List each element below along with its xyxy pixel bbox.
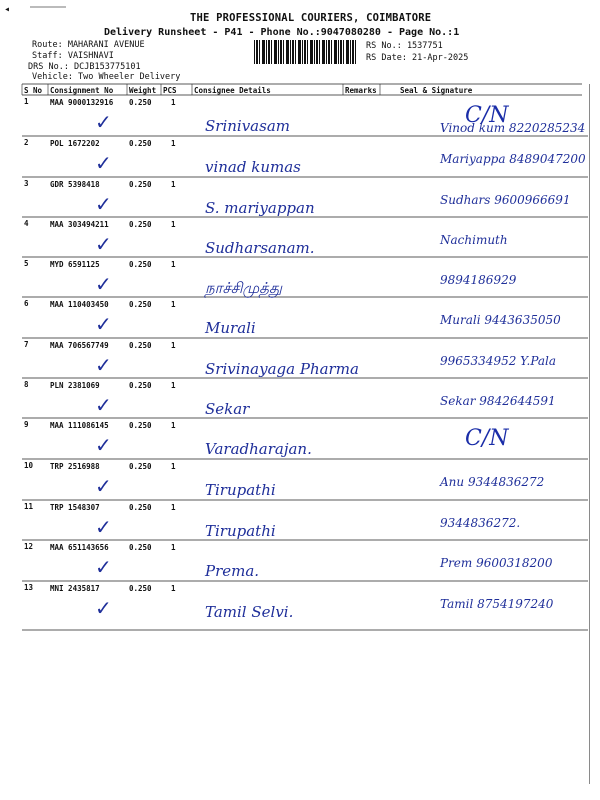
weight-value: 0.250 [129,341,152,350]
consignee-signature-text: Sudharsanam. [205,239,315,257]
seal-mark: C/N [465,103,509,128]
consignment-number: POL 1672202 [50,139,100,148]
consignment-number: TRP 2516988 [50,462,100,471]
rs-date: RS Date: 21-Apr-2025 [366,53,469,63]
consignment-number: MNI 2435817 [50,584,100,593]
row-serial-number: 13 [24,583,34,592]
consignment-number: MAA 706567749 [50,341,109,350]
recipient-signature-text: Prem 9600318200 [440,556,553,570]
weight-value: 0.250 [129,421,152,430]
consignee-signature-text: Tirupathi [205,481,276,499]
consignee-signature-text: Tamil Selvi. [205,603,294,621]
route-field: Route: MAHARANI AVENUE [32,40,145,50]
weight-value: 0.250 [129,462,152,471]
pieces-value: 1 [171,584,176,593]
rs-number: RS No.: 1537751 [366,41,443,51]
recipient-signature-text: 9344836272. [440,516,521,530]
pieces-value: 1 [171,543,176,552]
document-title: THE PROFESSIONAL COURIERS, COIMBATORE [190,12,432,24]
weight-value: 0.250 [129,300,152,309]
column-header: Seal & Signature [400,86,473,95]
recipient-signature-text: 9965334952 Y.Pala [440,354,557,368]
row-serial-number: 4 [24,219,29,228]
delivery-check-icon: ✓ [95,192,112,216]
row-serial-number: 7 [24,340,29,349]
delivery-check-icon: ✓ [95,151,112,175]
pieces-value: 1 [171,180,176,189]
consignee-signature-text: Murali [205,319,256,337]
weight-value: 0.250 [129,584,152,593]
row-serial-number: 3 [24,179,29,188]
weight-value: 0.250 [129,260,152,269]
consignment-number: MAA 111086145 [50,421,109,430]
consignment-number: MAA 9000132916 [50,98,114,107]
delivery-check-icon: ✓ [95,272,112,296]
pieces-value: 1 [171,220,176,229]
consignment-number: GDR 5398418 [50,180,100,189]
column-header: Consignment No [50,86,114,95]
pieces-value: 1 [171,462,176,471]
recipient-signature-text: 9894186929 [440,273,517,287]
document-subtitle: Delivery Runsheet - P41 - Phone No.:9047080280 - Page No.:1 [104,27,460,38]
consignee-signature-text: Varadharajan. [205,440,312,458]
delivery-check-icon: ✓ [95,110,112,134]
pieces-value: 1 [171,260,176,269]
row-serial-number: 6 [24,299,29,308]
consignee-signature-text: நாச்சிமுத்து [205,279,282,297]
pieces-value: 1 [171,300,176,309]
weight-value: 0.250 [129,503,152,512]
delivery-check-icon: ✓ [95,474,112,498]
recipient-signature-text: Murali 9443635050 [440,313,561,327]
row-serial-number: 5 [24,259,29,268]
consignee-signature-text: vinad kumas [205,158,301,176]
page-corner-mark: ◂ [4,4,11,15]
delivery-check-icon: ✓ [95,515,112,539]
weight-value: 0.250 [129,543,152,552]
row-serial-number: 10 [24,461,34,470]
pieces-value: 1 [171,381,176,390]
row-serial-number: 11 [24,502,34,511]
weight-value: 0.250 [129,220,152,229]
recipient-signature-text: Mariyappa 8489047200 [440,152,586,166]
delivery-check-icon: ✓ [95,393,112,417]
consignee-signature-text: Tirupathi [205,522,276,540]
delivery-check-icon: ✓ [95,232,112,256]
scan-edge [589,84,590,784]
vehicle-field: Vehicle: Two Wheeler Delivery [32,72,181,82]
weight-value: 0.250 [129,381,152,390]
delivery-check-icon: ✓ [95,433,112,457]
delivery-check-icon: ✓ [95,353,112,377]
consignee-signature-text: S. mariyappan [205,199,315,217]
recipient-signature-text: Nachimuth [440,233,508,247]
delivery-check-icon: ✓ [95,312,112,336]
delivery-check-icon: ✓ [95,555,112,579]
row-serial-number: 12 [24,542,34,551]
staff-field: Staff: VAISHNAVI [32,51,114,61]
consignment-number: MYD 6591125 [50,260,100,269]
consignment-number: MAA 303494211 [50,220,109,229]
weight-value: 0.250 [129,98,152,107]
drs-field: DRS No.: DCJB153775101 [28,62,141,72]
weight-value: 0.250 [129,139,152,148]
column-header: PCS [163,86,177,95]
pieces-value: 1 [171,341,176,350]
column-header: Remarks [345,86,377,95]
seal-mark: C/N [465,426,509,451]
row-serial-number: 2 [24,138,29,147]
recipient-signature-text: Sekar 9842644591 [440,394,556,408]
row-serial-number: 1 [24,97,29,106]
recipient-signature-text: Vinod kum 8220285234 [440,121,586,135]
weight-value: 0.250 [129,180,152,189]
recipient-signature-text: Anu 9344836272 [440,475,545,489]
consignment-number: MAA 110403450 [50,300,109,309]
column-header: S No [24,86,43,95]
delivery-check-icon: ✓ [95,596,112,620]
consignment-number: MAA 651143656 [50,543,109,552]
pieces-value: 1 [171,139,176,148]
consignee-signature-text: Sekar [205,400,250,418]
consignee-signature-text: Prema. [205,562,260,580]
pieces-value: 1 [171,421,176,430]
row-serial-number: 9 [24,420,29,429]
consignment-number: TRP 1548307 [50,503,100,512]
row-serial-number: 8 [24,380,29,389]
consignee-signature-text: Srivinayaga Pharma [205,360,359,378]
pieces-value: 1 [171,503,176,512]
consignee-signature-text: Srinivasam [205,117,290,135]
recipient-signature-text: Sudhars 9600966691 [440,193,571,207]
column-header: Weight [129,86,157,95]
pieces-value: 1 [171,98,176,107]
consignment-number: PLN 2381069 [50,381,100,390]
recipient-signature-text: Tamil 8754197240 [440,597,554,611]
column-header: Consignee Details [194,86,271,95]
